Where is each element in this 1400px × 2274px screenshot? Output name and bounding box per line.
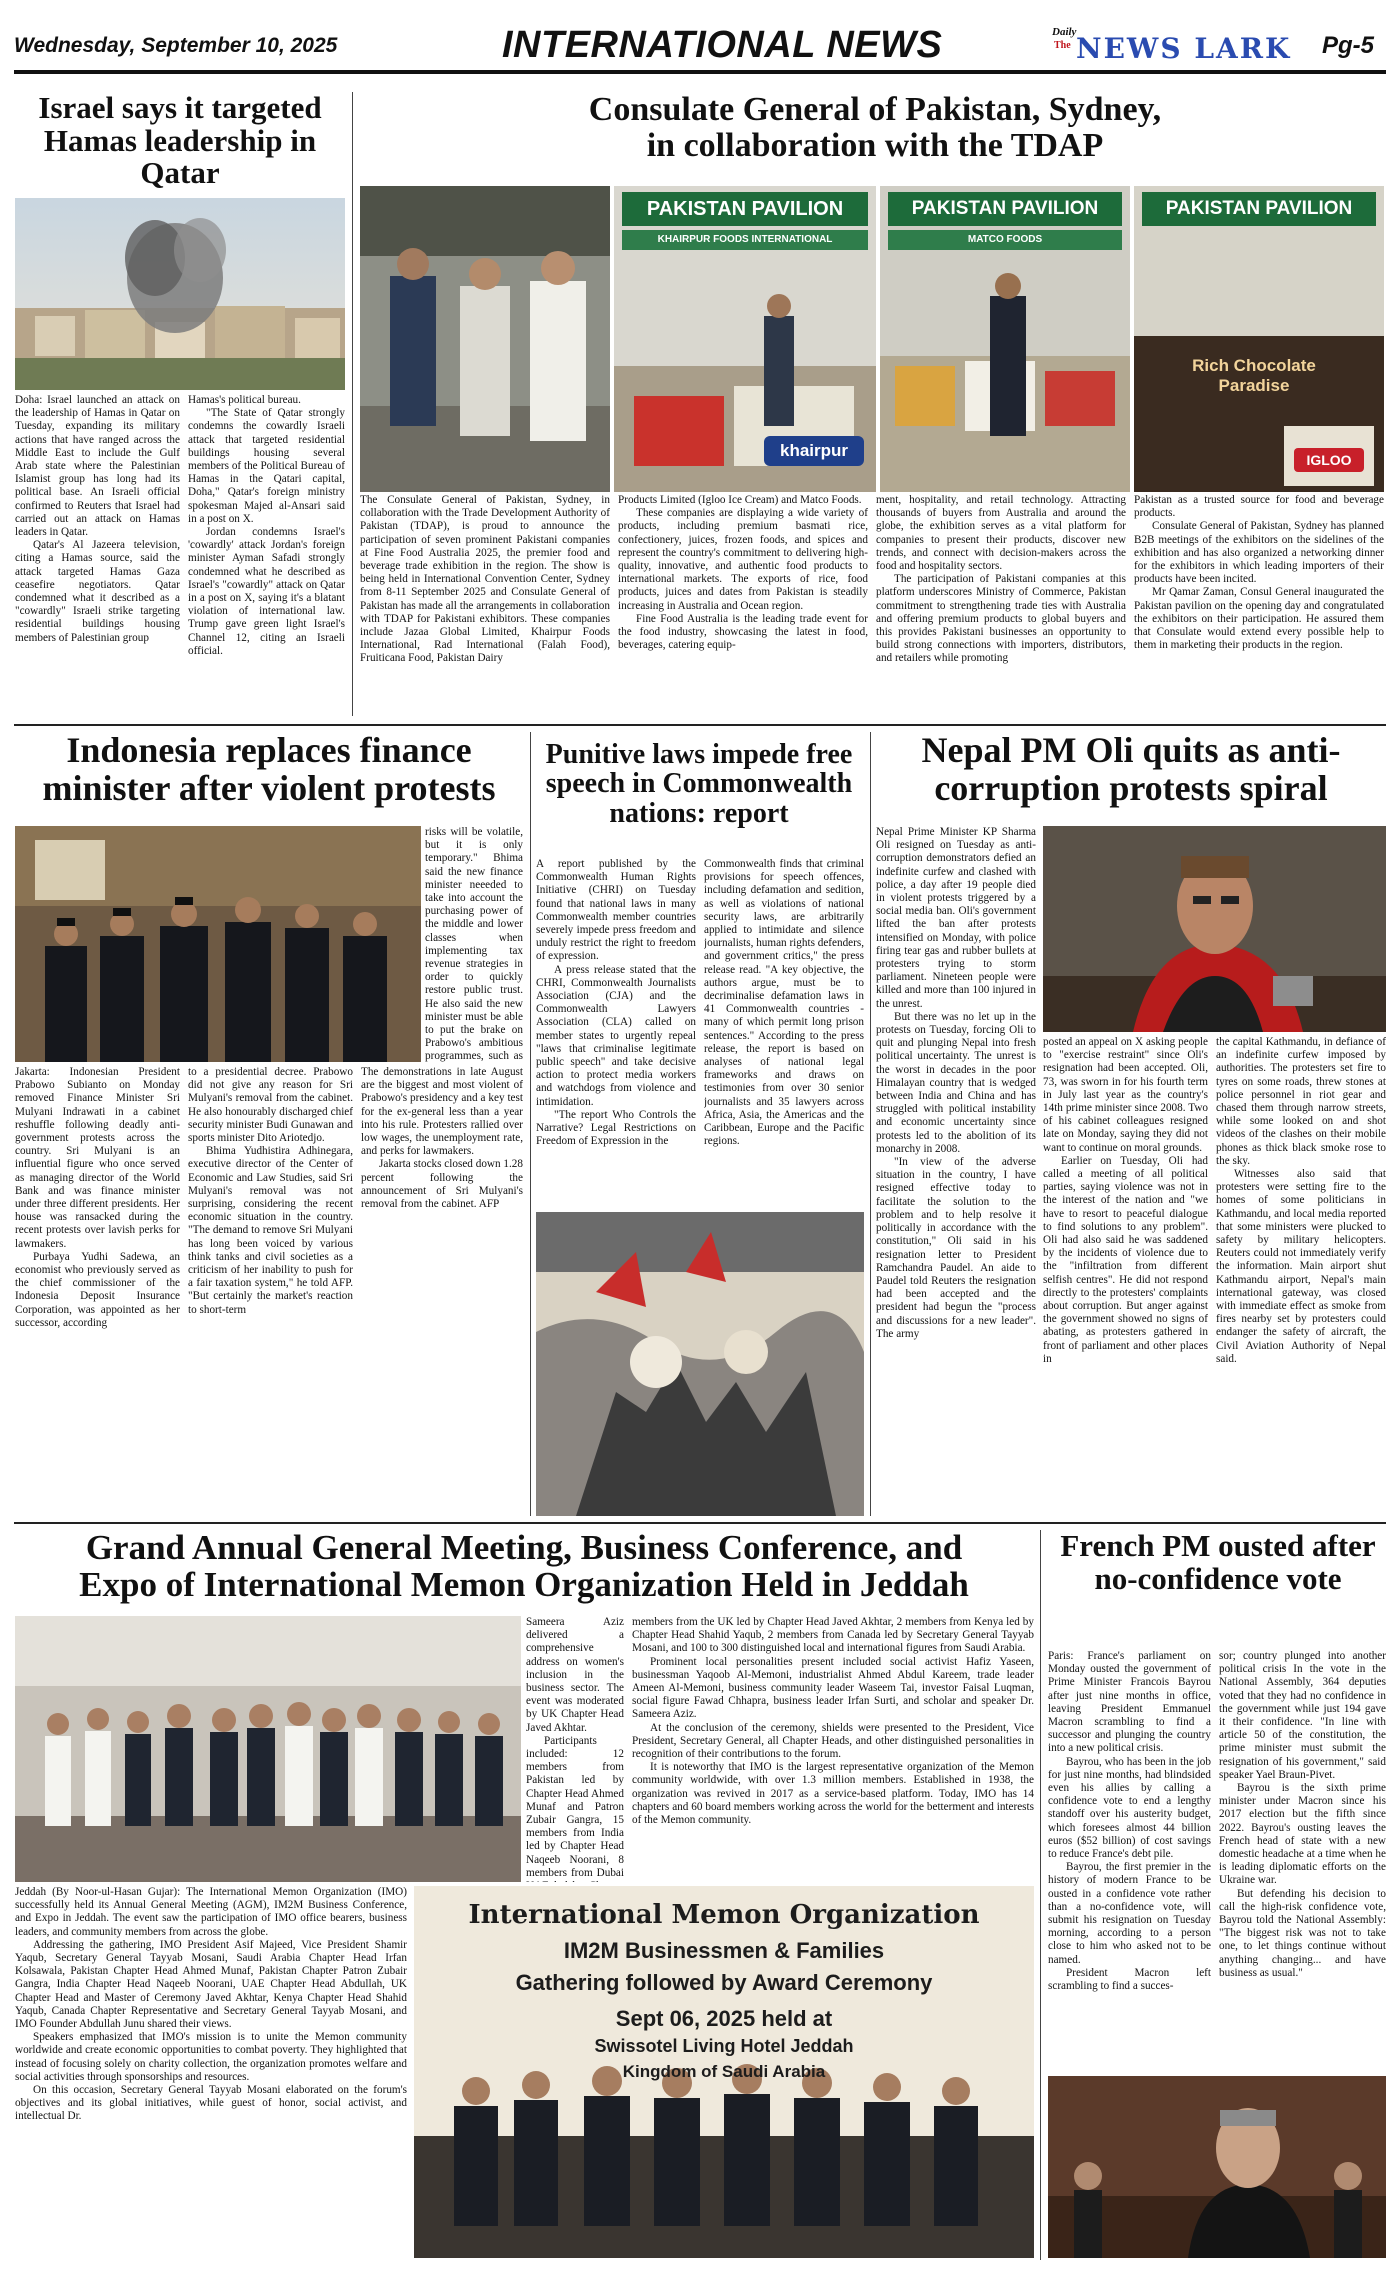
logo-daily: Daily: [1052, 26, 1077, 38]
indonesia-body-col1: Jakarta: Indonesian President Prabowo Subianto on Monday removed Finance Minister Sri Mulyani Indrawati in a cabinet reshuffle following deadly anti-government protests across the country. Sri Mulyani is an influential figure who once served as managing director of the World Bank and was finance minister under three different presidents. Her house was ransacked during the recent protests over lavish perks for lawmakers. Purbaya Yudhi Sadewa, an economist who previously served as the chief commissioner of the Indonesia Deposit Insurance Corporation, was appointed as her successor, according: [15, 1066, 180, 1329]
memon-body-col1: Jeddah (By Noor-ul-Hasan Gujar): The International Memon Organization (IMO) successfully held its Annual General Meeting (AGM), IM2M Business Conference, and Expo in Jeddah. The event saw the participation of IMO office bearers, business leaders, and community members from across the globe. Addressing the gathering, IMO President Asif Majeed, Vice President Shamir Yaqub, Secretary General Tayyab Mosani, Saudi Arabia Chapter Head Irfan Kolsawala, Pakistan Chapter Head Ahmed Munaf, Pakistan Chapter Patron Zubair Gangra, India Chapter Head Naqeeb Noorani, UAE Chapter Head Abdullah, UK Chapter Head and Master of Ceremony Javed Akhtar, Kenya Chapter Head Shahid Yaqub, Canada Chapter Representative and Secretary General Tayyab Mosani, and IMO Founder Abdullah Junu shared their views. Speakers emphasized that IMO's mission is to unite the Memon community worldwide and create economic opportunities to combat poverty. They highlighted that instead of focusing solely on charity collection, the organization promotes welfare and social activities through sponsorships and resources. On this occasion, Secretary General Tayyab Mosani elaborated on the forum's objectives and its global initiatives, while guest of honor, social activist, and intellectual Dr.: [15, 1886, 407, 2123]
pakistan-body-col2: Products Limited (Igloo Ice Cream) and Matco Foods. These companies are displaying a wide variety of products, including premium basmati rice, confectionery, juices, frozen foods, and spices and represent the country's commitment to delivering high-quality, innovative, and authentic food products to international markets. The exports of rice, food products, juices and dates from Pakistan is steadily increasing in Australia and Ocean region. Fine Food Australia is the leading trade event for the food industry, showcasing the latest in food, beverages, catering equip-: [618, 494, 868, 652]
memon-body-col2: members from the UK led by Chapter Head Javed Akhtar, 2 members from Kenya led by Chapter Head Shahid Yaqub, 2 members from Canada led by Secretary General Tayyab Mosani, and 100 to 300 distinguished local and international figures from Saudi Arabia. Prominent local personalities present included social activist Hafiz Yaseen, businessman Yaqoob Al-Memoni, industrialist Ahmed Abdul Kareem, trade leader Ameen Al-Memoni, business community leader Waseem Tai, investor Faisal Luqman, social figure Fawad Chhapra, business leader Irfan Surti, and scholar and speaker Dr. Sameera Aziz. At the conclusion of the ceremony, shields were presented to the President, Vice President, Secretary General, all Chapter Heads, and other distinguished personalities in recognition of their contributions to the forum. It is noteworthy that IMO is the largest representative organization of the Memon community worldwide, with over 1.3 million members. Established in 1938, the organization was revived in 2017 as a service-based platform. Today, IMO has 14 chapters and 60 board members working across the world for the betterment and interests of the Memon community.: [632, 1616, 1034, 1827]
rich-chocolate-logo: Rich Chocolate Paradise: [1192, 356, 1316, 395]
punitive-headline: Punitive laws impede free speech in Commonwealth nations: report: [545, 739, 853, 829]
israel-body-col1: Doha: Israel launched an attack on the leadership of Hamas in Qatar on Tuesday, expanding its military actions that have ranged across the Middle East to include the Gulf Arab state where the Palestinian Islamist group has long had its political base. An Israeli official confirmed to Reuters that Israel had carried out an attack on Hamas leaders in Qatar. Qatar's Al Jazeera television, citing a Hamas source, said the attack targeted Hamas Gaza ceasefire negotiators. Qatar condemned what it described as a "cowardly" Israeli strike targeting residential buildings housing members of Palestinian group: [15, 394, 180, 644]
indonesia-body-col3: The demonstrations in late August are the biggest and most violent of Prabowo's presidency and a key test for the ex-general less than a year into his rule. Protesters rallied over low wages, the unemployment rate, and perks for lawmakers. Jakarta stocks closed down 1.28 percent following the announcement of Sri Mulyani's removal from the cabinet. AFP: [361, 1066, 523, 1211]
nepal-headline: Nepal PM Oli quits as anti-corruption protests spiral: [921, 730, 1341, 808]
banner-line-2: IM2M Businessmen & Families: [563, 1938, 885, 1963]
pavilion-sub-2: MATCO FOODS: [888, 230, 1122, 250]
punitive-body-col2: Commonwealth finds that criminal provisions for speech offences, including defamation and sedition, as well as violations of national security laws, are arbitrarily applied to intimidate and silence journalists, human rights defenders, and government critics," the press release read. "A key objective, the authors argue, must be to decriminalise defamation laws in 41 Commonwealth countries - many of which permit long prison sentences." According to the press release, the report is based on analyses of national legal frameworks and draws on testimonies from over 30 senior journalists and 35 lawyers across Africa, Asia, the Americas and the Caribbean, Europe and the Pacific regions.: [704, 858, 864, 1148]
memon-headline: Grand Annual General Meeting, Business Conference, and Expo of International Memon Organization Held in Jeddah: [79, 1528, 969, 1604]
nepal-body-col1: Nepal Prime Minister KP Sharma Oli resigned on Tuesday as anti-corruption demonstrators defied an indefinite curfew and clashed with police, a day after 19 people died in violent protests triggered by a social media ban. Oli's government lifted the ban after protests intensified on Monday, with police firing tear gas and rubber bullets at protesters trying to storm parliament. Nineteen people were killed and more than 100 injured in the unrest. But there was no let up in the protests on Tuesday, forcing Oli to quit and plunging Nepal into fresh political uncertainty. The unrest is the worst in decades in the poor Himalayan country that is wedged between India and China and has struggled with political instability and economic uncertainty since protests led to the abolition of its monarchy in 2008. "In view of the adverse situation in the country, I have resigned effective today to facilitate the solution to the problem and to help resolve it politically in accordance with the constitution," Oli said in his resignation letter to President Ramchandra Paudel. An aide to Paudel told Reuters the resignation had been accepted and the president had begun the "process and discussions for a new leader". The army: [876, 826, 1036, 1340]
pakistan-photo-1: [360, 186, 610, 492]
banner-country: Kingdom of Saudi Arabia: [622, 2062, 826, 2081]
nepal-photo: [1043, 826, 1386, 1032]
indonesia-photo: [15, 826, 421, 1062]
france-body-col2: sor; country plunged into another political crisis In the vote in the National Assembly, 364 deputies voted that they had no confidence in the government while just 194 gave it their confidence. "In line with article 50 of the constitution, the prime minister must submit the resignation of his government," said speaker Yael Braun-Pivet. Bayrou is the sixth prime minister under Macron since his 2017 election but the fifth since 2022. Bayrou's ousting leaves the French head of state with a new domestic headache at a time when he is leading diplomatic efforts on the Ukraine war. But defending his decision to call the high-risk confidence vote, Bayrou told the National Assembly: "The biggest risk was not to take one, to let things continue without anything changing... and have business as usual.": [1219, 1650, 1386, 1979]
pavilion-sign-1: PAKISTAN PAVILION: [622, 192, 868, 226]
newspaper-logo: [1052, 26, 1322, 66]
masthead: [14, 20, 1386, 74]
page-number: Pg-5: [1322, 32, 1375, 59]
france-body-col1: Paris: France's parliament on Monday ousted the government of Prime Minister Francois Bayrou after just nine months in office, leaving President Emmanuel Macron scrambling to find a successor and plunging the country into a new political crisis. Bayrou, who has been in the job for just nine months, had blindsided even his allies by calling a confidence vote to end a lengthy standoff over his austerity budget, which foresees almost 44 billion euros ($52 billion) of cost savings to reduce France's debt pile. Bayrou, the first premier in the history of modern France to be ousted in a confidence vote rather than a no-confidence vote, will submit his resignation on Tuesday morning, according to a person close to him who asked not to be named. President Macron left scrambling to find a succes-: [1048, 1650, 1211, 1993]
pakistan-photo-2: [614, 186, 876, 492]
issue-date: Wednesday, September 10, 2025: [14, 34, 338, 57]
memon-group-photo: [15, 1616, 521, 1882]
igloo-logo: IGLOO: [1294, 448, 1364, 472]
logo-the: The: [1054, 40, 1071, 51]
punitive-illustration: [536, 1212, 864, 1516]
memon-banner-photo: [414, 1886, 1034, 2258]
nepal-body-col3: the capital Kathmandu, in defiance of an indefinite curfew imposed by authorities. The protesters set fire to tyres on some roads, threw stones at police personnel in riot gear and chased them through narrow streets, while some looked on and shot videos of the clashes on their mobile phones as thick black smoke rose to the sky. Witnesses also said that protesters were setting fire to the homes of some politicians in Kathmandu, and local media reported that some ministers were plucked to safety by military helicopters. Reuters could not immediately verify the information. Main airport shut Kathmandu airport, Nepal's main international gateway, was closed with immediate effect as smoke from fires nearby set by protesters could endanger the safety of aircraft, the Civil Aviation Authority of Nepal said.: [1216, 1036, 1386, 1365]
memon-body-side: Sameera Aziz delivered a comprehensive address on women's inclusion in the business sector. The event was moderated by UK Chapter Head Javed Akhtar. Participants included: 12 members from Pakistan led by Chapter Head Ahmed Munaf and Patron Zubair Gangra, 15 members from India led by Chapter Head Naqeeb Noorani, 8 members from Dubai: [526, 1616, 624, 1879]
khairpur-logo: khairpur: [764, 436, 864, 466]
banner-venue: Swissotel Living Hotel Jeddah: [594, 2036, 854, 2056]
banner-date: Sept 06, 2025 held at: [615, 2006, 833, 2031]
indonesia-body-col2: to a presidential decree. Prabowo did not give any reason for Sri Mulyani's removal from the cabinet. He also honourably discharged chief security minister Budi Gunawan and sports minister Dito Ariotedjo. Bhima Yudhistira Adhinegara, executive director of the Center of Economic and Law Studies, said Sri Mulyani's removal was not surprising, considering the recent economic situation in the country. "The demand to remove Sri Mulyani has long been voiced by various think tanks and civil societies as a criticism of her inability to push for a fair taxation system," he told AFP. "But certainly the market's reaction to short-term: [188, 1066, 353, 1316]
israel-photo: [15, 198, 345, 390]
banner-line-3: Gathering followed by Award Ceremony: [515, 1970, 933, 1995]
pakistan-body-col4: Pakistan as a trusted source for food and beverage products. Consulate General of Pakistan, Sydney has planned B2B meetings of the exhibitors on the sidelines of the exhibition and has also organized a networking dinner for the exhibitors in which leading importers of their products have been incited. Mr Qamar Zaman, Consul General inaugurated the Pakistan pavilion on the opening day and congratulated the exhibitors on their participation. He assured them that Consulate would extend every possible help to them in marketing their products in the region.: [1134, 494, 1384, 652]
israel-headline: Israel says it targeted Hamas leadership in Qatar: [38, 90, 322, 191]
pakistan-body-col1: The Consulate General of Pakistan, Sydney, in collaboration with the Trade Development Authority of Pakistan (TDAP), is proud to announce the participation of seven prominent Pakistani companies at Fine Food Australia 2025, the premier food and beverage trade exhibition in the region. The show is being held in International Convention Center, Sydney from 8-11 September 2025 and Consulate General of Pakistan has made all the arrangements in collaboration with TDAP for Pakistani exhibitors. These companies include Jazaa Global Limited, Khairpur Foods International, Rad International (Falah Food), Fruiticana Food, Pakistan Dairy: [360, 494, 610, 665]
france-headline: French PM ousted after no-confidence vote: [1060, 1528, 1376, 1596]
indonesia-body-side: risks will be volatile, but it is only temporary." Bhima said the new finance minister neeeded to take into account the purchasing power of the middle and lower classes when implementing tax revenue strategies in order to quickly restore public trust. He also said the new minister must be able to put the brake on Prabowo's ambitious programmes, such as: [425, 826, 523, 1062]
indonesia-headline: Indonesia replaces finance minister after violent protests: [42, 730, 496, 808]
pakistan-body-col3: ment, hospitality, and retail technology. Attracting thousands of buyers from Australia and around the globe, the exhibition serves as a vital platform for companies to present their products, discover new trends, and connect with decision-makers across the food and hospitality sectors. The participation of Pakistani companies at this platform underscores Ministry of Commerce, Pakistan commitment to strengthening trade ties with Australia and offering premium products to global buyers and this provides Pakistani businesses an opportunity to build strong connections with importers, distributors, and retailers while promoting: [876, 494, 1126, 665]
logo-name: NEWS LARK: [1076, 32, 1292, 65]
banner-org-name: International Memon Organization: [468, 1900, 980, 1930]
pakistan-headline: Consulate General of Pakistan, Sydney, in collaboration with the TDAP: [588, 91, 1162, 164]
section-title: INTERNATIONAL NEWS: [502, 24, 943, 66]
france-photo: [1048, 2076, 1386, 2258]
pavilion-sign-3: PAKISTAN PAVILION: [1142, 192, 1376, 226]
punitive-body-col1: A report published by the Commonwealth Human Rights Initiative (CHRI) on Tuesday found that national laws in many Commonwealth member countries severely impede press freedom and unduly restrict the right to freedom of expression. A press release stated that the CHRI, Commonwealth Journalists Association (CJA) and the Commonwealth Lawyers Association (CLA) called on member states to urgently repeal "laws that criminalise legitimate public speech" and take decisive action to protect media workers and watchdogs from violence and intimidation. "The report Who Controls the Narrative? Legal Restrictions on Freedom of Expression in the: [536, 858, 696, 1148]
pakistan-photo-3: [880, 186, 1130, 492]
pavilion-sign-2: PAKISTAN PAVILION: [888, 192, 1122, 226]
pakistan-photo-4: [1134, 186, 1384, 492]
israel-body-col2: Hamas's political bureau. "The State of Qatar strongly condemns the cowardly Israeli attack that targeted residential buildings housing several members of the Political Bureau of Hamas in the Qatari capital, Doha," Qatar's foreign ministry spokesman Majed al-Ansari said in a post on X. Jordan condemns Israel's 'cowardly' attack Jordan's foreign minister Ayman Safadi strongly condemned what he described as Israel's "cowardly" attack on Qatar in a post on X, saying it's a blatant violation of international law. Trump gave green light Israel's Channel 12, citing an Israeli official.: [188, 394, 345, 657]
pavilion-sub-1: KHAIRPUR FOODS INTERNATIONAL: [622, 230, 868, 250]
nepal-body-col2: posted an appeal on X asking people to "exercise restraint" since Oli's resignation had been accepted. Oli, 73, was sworn in for his fourth term in July last year as the country's 14th prime minister since 2008. Two of his cabinet colleagues resigned late on Monday, saying they did not want to continue on moral grounds. Earlier on Tuesday, Oli had called a meeting of all political parties, saying violence was not in the interest of the nation and "we have to resort to peaceful dialogue to find solutions to any problem". Oli had also said he was saddened by the incidents of violence due to the "infiltration from different selfish centres". He did not respond directly to the protesters' complaints about corruption. But anger against the government showed no signs of abating, as protesters gathered in front of parliament and other places in: [1043, 1036, 1208, 1365]
